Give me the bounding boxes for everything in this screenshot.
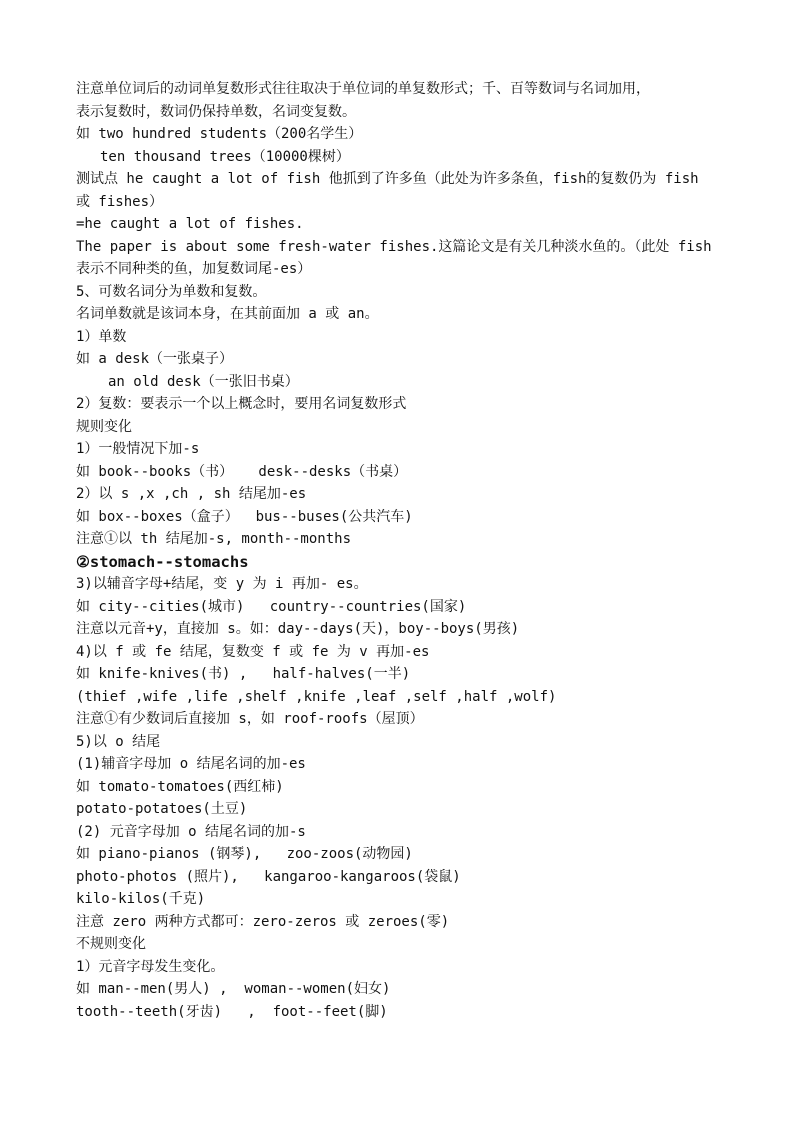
subheading: 2）复数：要表示一个以上概念时，要用名词复数形式 bbox=[76, 396, 407, 412]
text-line: 或 fishes） bbox=[76, 193, 164, 210]
text-line: 名词单数就是该词本身，在其前面加 a 或 an。 bbox=[76, 306, 379, 322]
text-line: 3)以辅音字母+结尾，变 y 为 i 再加- es。 bbox=[76, 576, 368, 592]
text-line: photo-photos (照片), kangaroo-kangaroos(袋鼠) bbox=[76, 868, 461, 885]
text-line: tooth--teeth(牙齿) , foot--feet(脚) bbox=[76, 1003, 388, 1020]
text-line: 如 piano-pianos (钢琴), zoo-zoos(动物园) bbox=[76, 846, 413, 862]
text-line: 注意①有少数词后直接加 s，如 roof-roofs（屋顶） bbox=[76, 711, 424, 727]
text-line: 如 box--boxes（盒子） bus--buses(公共汽车) bbox=[76, 508, 413, 525]
text-line: 测试点 he caught a lot of fish 他抓到了许多鱼（此处为许多条鱼，fish的复数仍为 fish bbox=[76, 171, 699, 187]
bold-text-line: ②stomach--stomachs bbox=[76, 552, 249, 571]
text-line: 如 a desk（一张桌子） bbox=[76, 351, 234, 367]
text-line: an old desk（一张旧书桌） bbox=[108, 373, 299, 390]
text-line: 如 man--men(男人) , woman--women(妇女) bbox=[76, 981, 391, 997]
text-line: ten thousand trees（10000棵树） bbox=[100, 148, 350, 165]
section-heading: 5、可数名词分为单数和复数。 bbox=[76, 283, 267, 300]
text-line: 表示复数时，数词仍保持单数，名词变复数。 bbox=[76, 103, 356, 120]
text-line: 如 two hundred students（200名学生） bbox=[76, 126, 363, 142]
subheading: 1）单数 bbox=[76, 328, 127, 345]
text-line: kilo-kilos(千克) bbox=[76, 891, 206, 907]
text-line: 表示不同种类的鱼，加复数词尾-es） bbox=[76, 261, 312, 277]
document-page bbox=[76, 78, 736, 1023]
text-line: 如 book--books（书） desk--desks（书桌） bbox=[76, 463, 408, 480]
text-line: potato-potatoes(土豆) bbox=[76, 801, 248, 817]
text-line: (2) 元音字母加 o 结尾名词的加-s bbox=[76, 823, 306, 840]
text-line: 如 tomato-tomatoes(西红柿) bbox=[76, 778, 284, 795]
text-line: The paper is about some fresh-water fishes.这篇论文是有关几种淡水鱼的。（此处 fish bbox=[76, 238, 712, 255]
text-line: =he caught a lot of fishes. bbox=[76, 216, 304, 232]
text-line: 5)以 o 结尾 bbox=[76, 733, 161, 750]
text-line: 注意以元音+y，直接加 s。如：day--days(天)，boy--boys(男孩) bbox=[76, 621, 520, 637]
text-line: 1）元音字母发生变化。 bbox=[76, 958, 225, 975]
text-line: (1)辅音字母加 o 结尾名词的加-es bbox=[76, 756, 306, 772]
text-line: 2）以 s ,x ,ch , sh 结尾加-es bbox=[76, 486, 307, 502]
text-line: 如 city--cities(城市) country--countries(国家) bbox=[76, 598, 467, 615]
text-line: 注意①以 th 结尾加-s, month--months bbox=[76, 531, 352, 547]
text-line: (thief ,wife ,life ,shelf ,knife ,leaf ,self ,half ,wolf) bbox=[76, 688, 557, 705]
subheading: 规则变化 bbox=[76, 418, 132, 435]
text-line: 如 knife-knives(书) , half-halves(一半) bbox=[76, 666, 411, 682]
text-line: 1）一般情况下加-s bbox=[76, 441, 200, 457]
text-line: 注意单位词后的动词单复数形式往往取决于单位词的单复数形式；千、百等数词与名词加用， bbox=[76, 81, 650, 97]
text-line: 4)以 f 或 fe 结尾，复数变 f 或 fe 为 v 再加-es bbox=[76, 643, 430, 660]
text-line: 注意 zero 两种方式都可：zero-zeros 或 zeroes(零) bbox=[76, 913, 450, 930]
subheading: 不规则变化 bbox=[76, 936, 146, 952]
